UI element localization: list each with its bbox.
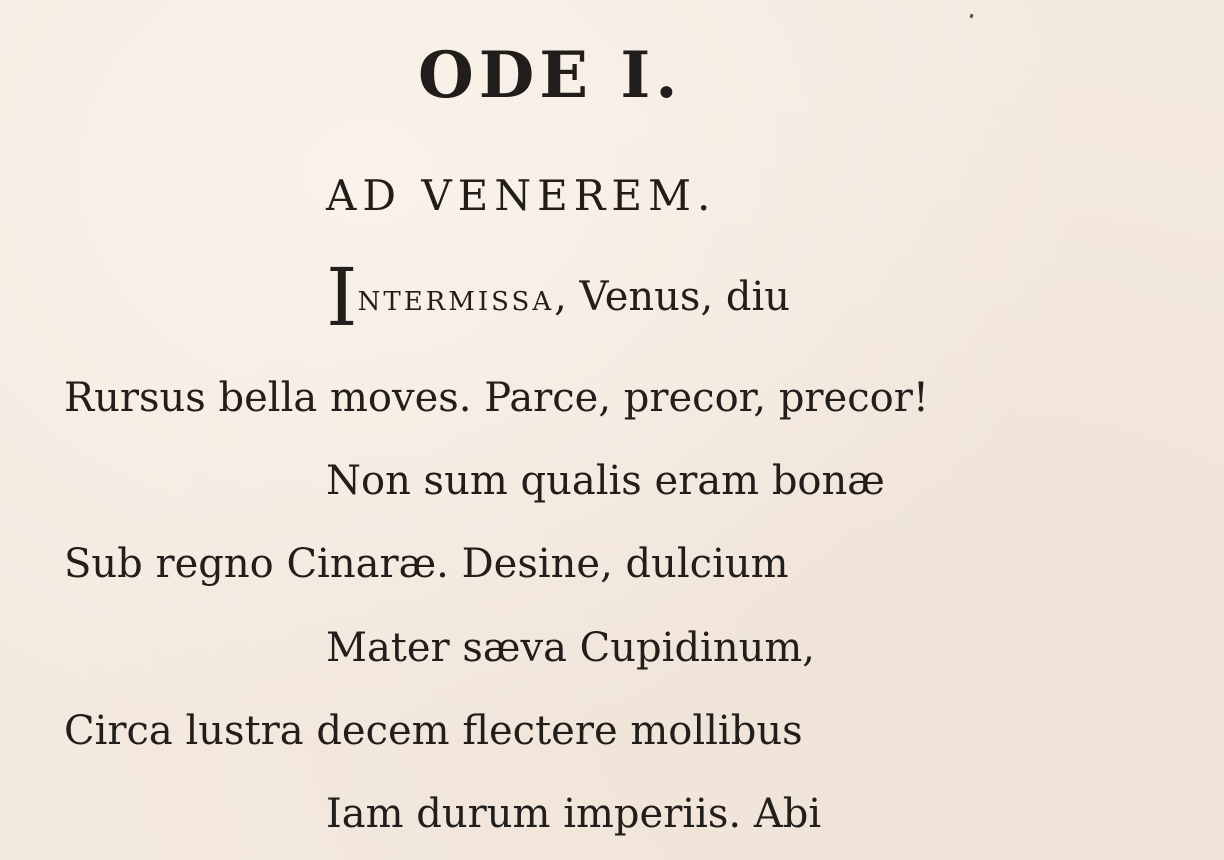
- verse-line-1: [326, 251, 791, 344]
- verse-line-5: Mater sæva Cupidinum,: [326, 625, 816, 671]
- verse-line-3: Non sum qualis eram bonæ: [326, 458, 885, 504]
- verse-line-7: Iam durum imperiis. Abi: [326, 791, 822, 837]
- small-caps-word: NTERMISSA: [357, 287, 555, 317]
- ink-speck: [969, 14, 973, 19]
- drop-cap-initial: I: [326, 251, 358, 344]
- verse-line-6: Circa lustra decem flectere mollibus: [64, 708, 803, 754]
- ode-title: ODE I.: [418, 38, 683, 113]
- ode-subtitle: AD VENEREM.: [326, 171, 717, 220]
- verse-line-2: Rursus bella moves. Parce, precor, precor!: [64, 375, 929, 421]
- verse-line-1-rest: , Venus, diu: [554, 274, 791, 320]
- verse-line-4: Sub regno Cinaræ. Desine, dulcium: [64, 541, 789, 587]
